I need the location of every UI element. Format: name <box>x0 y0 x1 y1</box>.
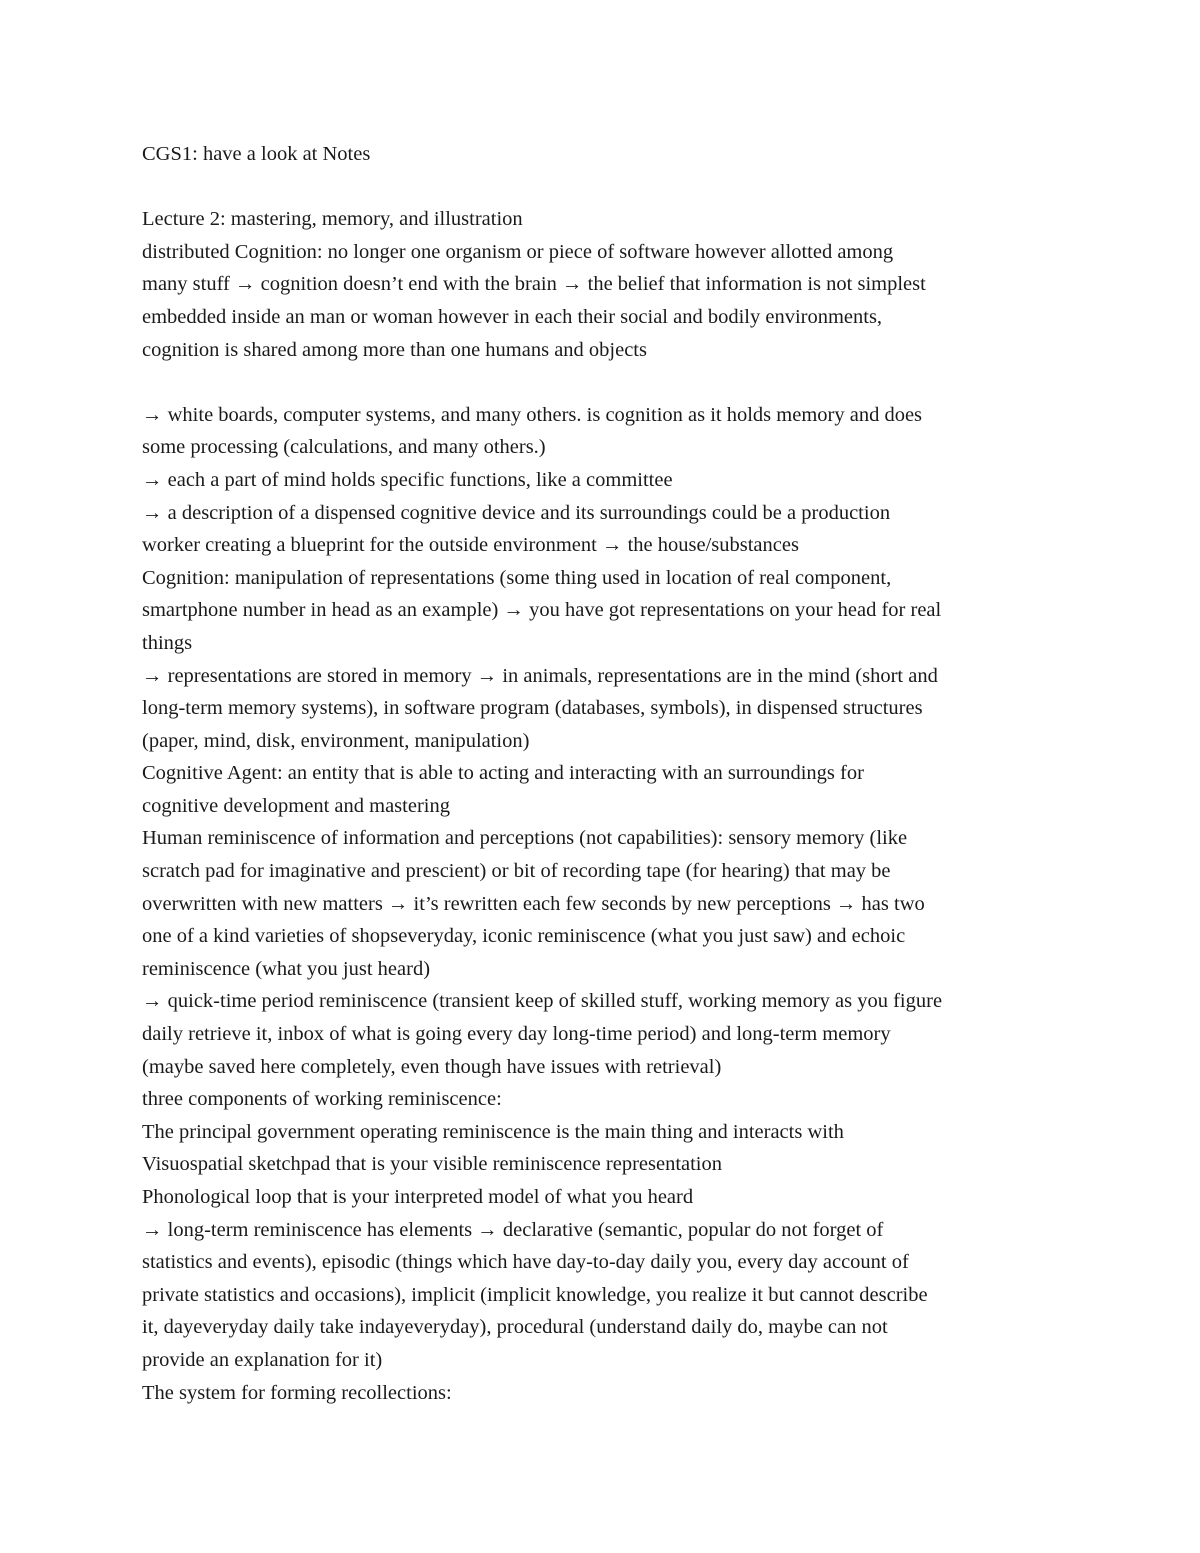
text-line: Phonological loop that is your interpreted model of what you heard <box>142 1186 694 1208</box>
text-line: (paper, mind, disk, environment, manipulation) <box>142 729 530 752</box>
text-line: (maybe saved here completely, even though have issues with retrieval) <box>142 1055 722 1078</box>
text-line: it, dayeveryday daily take indayeveryday), procedural (understand daily do, maybe can not <box>142 1316 888 1339</box>
text-line: distributed Cognition: no longer one organism or piece of software however allotted among <box>142 240 894 263</box>
text-line: Visuospatial sketchpad that is your visible reminiscence representation <box>142 1153 723 1176</box>
text-line: overwritten with new matters → it’s rewritten each few seconds by new perceptions → has two <box>142 892 925 915</box>
text-line: → quick-time period reminiscence (transient keep of skilled stuff, working memory as you figure <box>142 990 943 1013</box>
text-line: cognitive development and mastering <box>142 794 450 817</box>
text-line: The principal government operating reminiscence is the main thing and interacts with <box>142 1120 844 1143</box>
text-line: → a description of a dispensed cognitive device and its surroundings could be a production <box>142 501 891 524</box>
text-line: provide an explanation for it) <box>142 1348 383 1371</box>
text-line: Cognitive Agent: an entity that is able to acting and interacting with an surroundings for <box>142 762 864 785</box>
text-line: Human reminiscence of information and perceptions (not capabilities): sensory memory (like <box>142 827 908 850</box>
text-line: many stuff → cognition doesn’t end with the brain → the belief that information is not simplest <box>142 273 926 296</box>
text-line: → white boards, computer systems, and many others. is cognition as it holds memory and does <box>142 403 923 426</box>
text-line: cognition is shared among more than one humans and objects <box>142 338 647 361</box>
text-line: some processing (calculations, and many others.) <box>142 436 546 459</box>
text-line: daily retrieve it, inbox of what is going every day long-time period) and long-term memory <box>142 1023 891 1046</box>
document-body <box>142 138 1082 1409</box>
text-line: statistics and events), episodic (things which have day-to-day daily you, every day account of <box>142 1251 909 1274</box>
document-title: CGS1: have a look at Notes <box>142 143 371 165</box>
text-line: scratch pad for imaginative and prescient) or bit of recording tape (for hearing) that may be <box>142 860 891 883</box>
text-line: one of a kind varieties of shopseveryday, iconic reminiscence (what you just saw) and echoic <box>142 925 906 948</box>
text-line: The system for forming recollections: <box>142 1381 452 1404</box>
text-line: things <box>142 631 193 654</box>
text-line: → each a part of mind holds specific functions, like a committee <box>142 468 673 491</box>
text-line: embedded inside an man or woman however in each their social and bodily environments, <box>142 305 883 328</box>
text-line: three components of working reminiscence: <box>142 1088 502 1111</box>
text-line: private statistics and occasions), implicit (implicit knowledge, you realize it but cannot describe <box>142 1283 928 1306</box>
blank-line <box>142 171 1082 204</box>
text-line: worker creating a blueprint for the outside environment → the house/substances <box>142 534 799 557</box>
text-line: reminiscence (what you just heard) <box>142 957 431 980</box>
lecture-heading: Lecture 2: mastering, memory, and illustration <box>142 208 523 231</box>
text-line: → representations are stored in memory → in animals, representations are in the mind (short and <box>142 664 938 687</box>
text-line: long-term memory systems), in software program (databases, symbols), in dispensed structures <box>142 697 923 720</box>
text-line: → long-term reminiscence has elements → declarative (semantic, popular do not forget of <box>142 1218 884 1241</box>
text-line: smartphone number in head as an example) → you have got representations on your head for real <box>142 599 942 622</box>
blank-line <box>142 366 1082 399</box>
text-line: Cognition: manipulation of representations (some thing used in location of real component, <box>142 566 892 589</box>
